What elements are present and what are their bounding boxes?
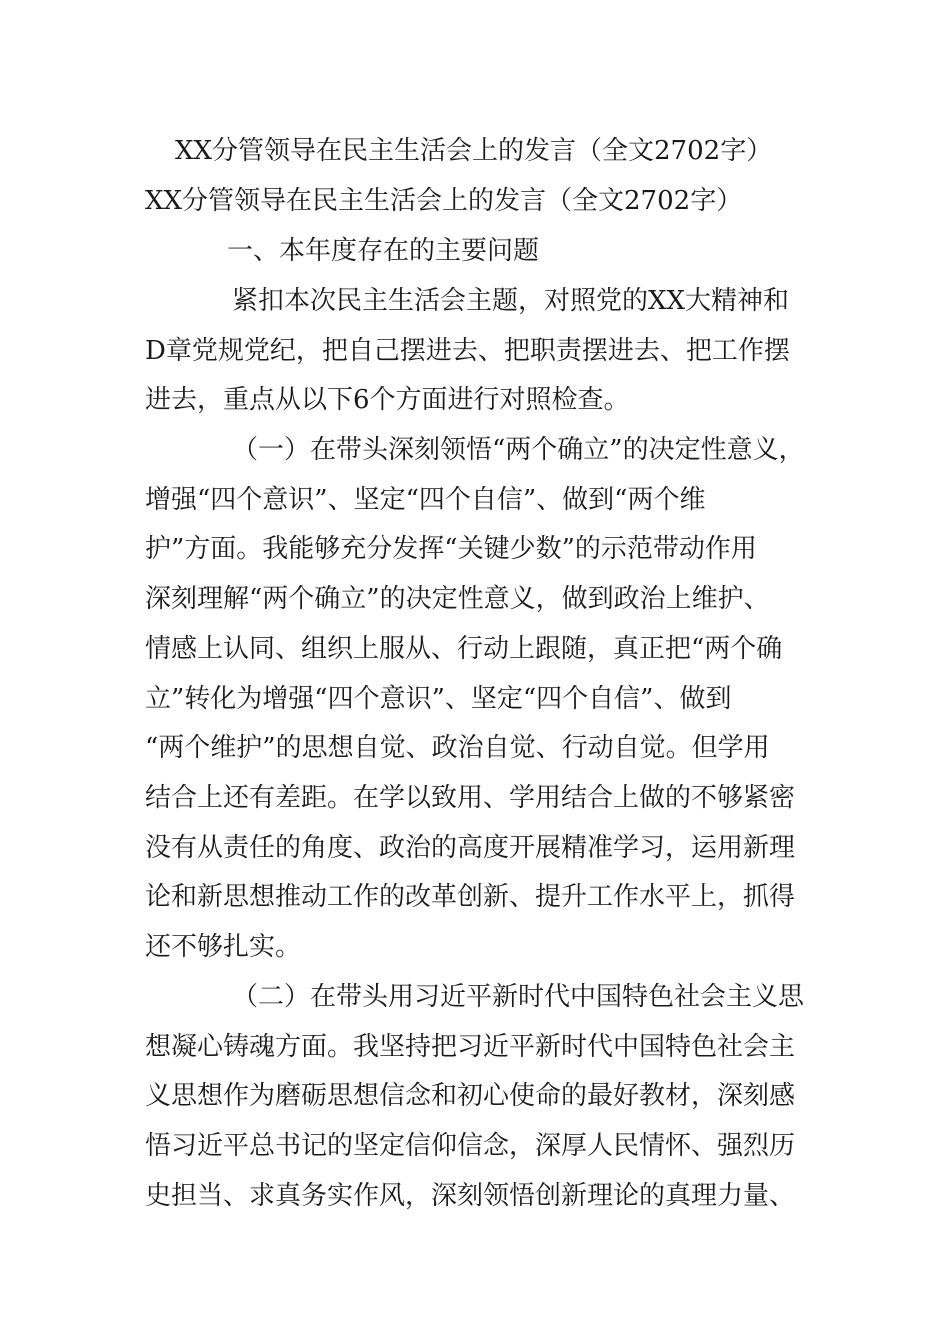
paragraph-line: 悟习近平总书记的坚定信仰信念，深厚人民情怀、强烈历 bbox=[145, 1131, 796, 1161]
document-subtitle: XX分管领导在民主生活会上的发言（全文2702字） bbox=[145, 186, 743, 216]
paragraph-line: 没有从责任的角度、政治的高度开展精准学习，运用新理 bbox=[145, 833, 796, 863]
paragraph-line: 想凝心铸魂方面。我坚持把习近平新时代中国特色社会主 bbox=[145, 1032, 796, 1062]
paragraph-line: 义思想作为磨砺思想信念和初心使命的最好教材，深刻感 bbox=[145, 1081, 796, 1111]
section-heading: 一、本年度存在的主要问题 bbox=[227, 236, 540, 266]
paragraph-line: 增强“四个意识”、坚定“四个自信”、做到“两个维 bbox=[145, 485, 706, 515]
paragraph-line: 护”方面。我能够充分发挥“关键少数”的示范带动作用 bbox=[145, 534, 757, 564]
paragraph-line: 进去，重点从以下6个方面进行对照检查。 bbox=[145, 385, 630, 415]
document-title: XX分管领导在民主生活会上的发言（全文2702字） bbox=[175, 136, 773, 166]
paragraph-line: “两个维护”的思想自觉、政治自觉、行动自觉。但学用 bbox=[145, 733, 770, 763]
paragraph-line: 结合上还有差距。在学以致用、学用结合上做的不够紧密 bbox=[145, 783, 796, 813]
paragraph-line: 深刻理解“两个确立”的决定性意义，做到政治上维护、 bbox=[145, 584, 770, 614]
paragraph-line: 立”转化为增强“四个意识”、坚定“四个自信”、做到 bbox=[145, 684, 732, 714]
paragraph-line: 论和新思想推动工作的改革创新、提升工作水平上，抓得 bbox=[145, 882, 796, 912]
paragraph-line: （一）在带头深刻领悟“两个确立”的决定性意义， bbox=[232, 435, 805, 465]
paragraph-line: 情感上认同、组织上服从、行动上跟随，真正把“两个确 bbox=[145, 634, 783, 664]
paragraph-line: 还不够扎实。 bbox=[145, 932, 302, 962]
paragraph-line: D章党规党纪，把自己摆进去、把职责摆进去、把工作摆 bbox=[145, 336, 790, 366]
paragraph-line: 紧扣本次民主生活会主题，对照党的XX大精神和 bbox=[232, 286, 790, 316]
paragraph-line: （二）在带头用习近平新时代中国特色社会主义思 bbox=[232, 982, 805, 1012]
paragraph-line: 史担当、求真务实作风，深刻领悟创新理论的真理力量、 bbox=[145, 1181, 796, 1211]
